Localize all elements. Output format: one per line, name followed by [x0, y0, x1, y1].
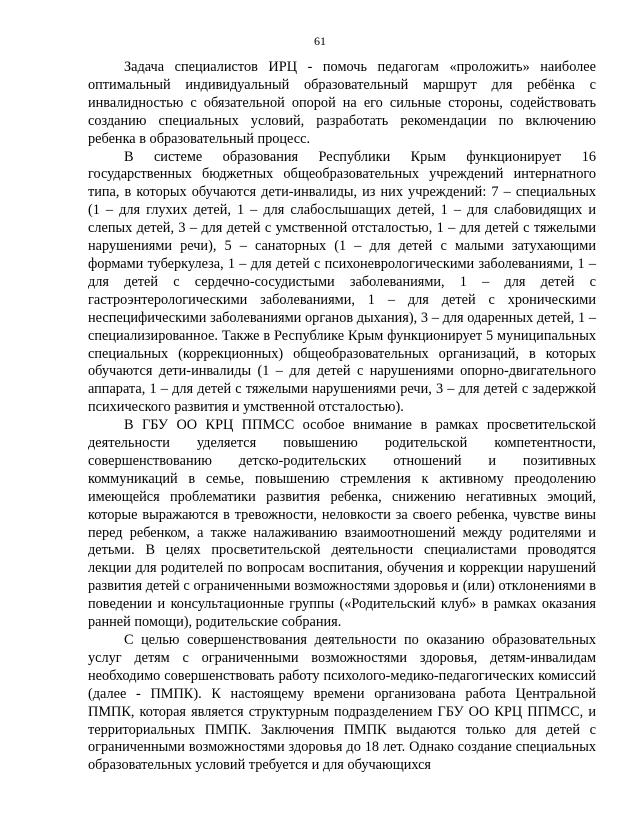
- paragraph-pmpk: С целью совершенствования деятельности по оказанию образовательных услуг детям с ограниченными возможностями здоровья, детям-инвалидам необходимо совершенствовать работу психолого-медико-педагогических комиссий (далее - ПМПК). К настоящему времени организована работа Центральной ПМПК, которая является структурным подразделением ГБУ ОО КРЦ ППМСС, и территориальных ПМПК. Заключения ПМПК выдаются только для детей с ограниченными возможностями здоровья до 18 лет. Однако создание специальных образовательных условий требуется и для обучающихся: [88, 632, 596, 774]
- body-text: [88, 59, 596, 775]
- paragraph-irc-task: Задача специалистов ИРЦ - помочь педагогам «проложить» наиболее оптимальный индивидуальный образовательный маршрут для ребёнка с инвалидностью с обязательной опорой на его сильные стороны, содействовать созданию специальных условий, разработать рекомендации по включению ребенка в образовательный процесс.: [88, 59, 596, 147]
- paragraph-crimea-schools: В системе образования Республики Крым функционирует 16 государственных бюджетных общеобразовательных учреждений интернатного типа, в которых обучаются дети-инвалиды, из них учреждений: 7 – специальных (1 – для глухих детей, 1 – для слабослышащих детей, 1 – для слабовидящих и слепых детей, 3 – для детей с умственной отсталостью, 1 – для детей с тяжелыми нарушениями речи), 5 – санаторных (1 – для детей с малыми затухающими формами туберкулеза, 1 – для детей с психоневрологическими заболеваниями, 1 – для детей с сердечно-сосудистыми заболеваниями, 1 – для детей с гастроэнтерологическими заболеваниями, 1 – для детей с хроническими неспецифическими заболеваниями органов дыхания), 3 – для одаренных детей, 1 – специализированное. Также в Республике Крым функционирует 5 муниципальных специальных (коррекционных) общеобразовательных организаций, в которых обучаются дети-инвалиды (1 – для детей с нарушениями опорно-двигательного аппарата, 1 – для детей с тяжелыми нарушениями речи, 3 – для детей с задержкой психического развития и умственной отсталостью).: [88, 148, 596, 416]
- paragraph-parent-education: В ГБУ ОО КРЦ ППМСС особое внимание в рамках просветительской деятельности уделяется повышению родительской компетентности, совершенствованию детско-родительских отношений и позитивных коммуникаций в семье, повышению стремления к активному преодолению имеющейся проблематики развития ребенка, снижению негативных эмоций, которые выражаются в тревожности, неловкости за своего ребенка, чувстве вины перед ребенком, а также налаживанию взаимоотношений между родителями и детьми. В целях просветительской деятельности специалистами проводятся лекции для родителей по вопросам воспитания, обучения и коррекции нарушений развития детей с ограниченными возможностями здоровья и (или) отклонениями в поведении и консультационные группы («Родительский клуб» в рамках оказания ранней помощи), родительские собрания.: [88, 417, 596, 631]
- page-number: 61: [314, 34, 326, 48]
